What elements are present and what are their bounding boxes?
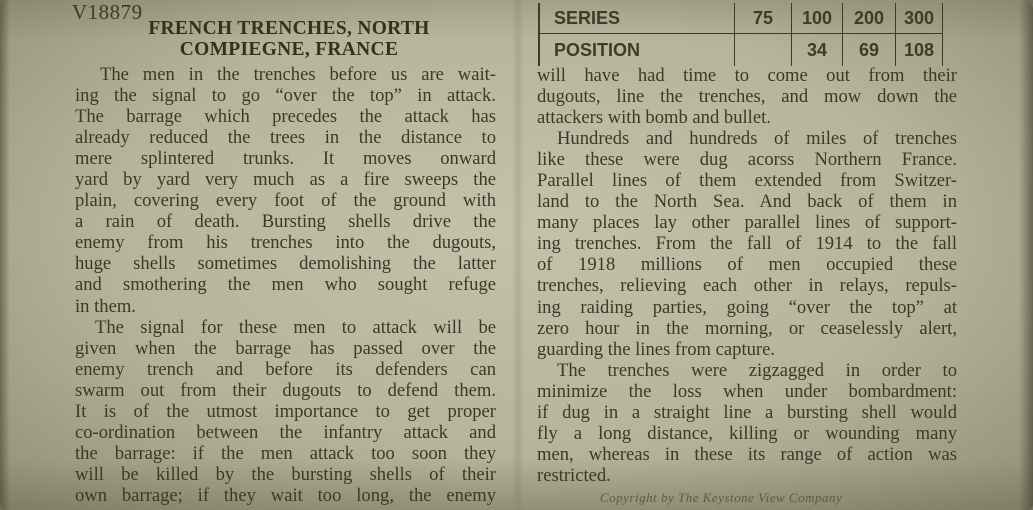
text-line: enemy trench and before its defenders can xyxy=(75,358,496,380)
position-value: 69 xyxy=(843,34,896,67)
text-line: own barrage; if they wait too long, the enemy xyxy=(75,484,496,506)
series-value: 300 xyxy=(896,3,943,34)
text-line: trenches, relieving each other in relays, repuls- xyxy=(537,275,957,297)
text-line: given when the barrage has passed over the xyxy=(75,337,496,359)
text-line: huge shells sometimes demolishing the latter xyxy=(75,253,496,275)
text-line: a rain of death. Bursting shells drive the xyxy=(75,211,496,233)
series-value: 75 xyxy=(735,3,792,34)
text-line: The signal for these men to attack will be xyxy=(95,316,496,338)
text-line: plain, covering every foot of the ground with xyxy=(75,190,496,212)
text-line: minimize the loss when under bombardment: xyxy=(537,380,957,402)
left-text-column xyxy=(75,64,496,506)
text-line: The men in the trenches before us are wait- xyxy=(100,64,496,85)
text-line: if dug in a straight line a bursting shell would xyxy=(537,401,957,423)
text-line: enemy from his trenches into the dugouts, xyxy=(75,232,496,254)
card-center-fold xyxy=(512,0,524,510)
text-line: ing the signal to go “over the top” in attack. xyxy=(75,85,496,107)
series-value: 200 xyxy=(843,3,896,34)
text-line: mere splintered trunks. It moves onward xyxy=(75,148,496,170)
series-label: SERIES xyxy=(539,3,735,34)
position-value: 34 xyxy=(792,34,843,67)
text-line: land to the North Sea. And back of them in xyxy=(537,191,957,213)
text-line: dugouts, line the trenches, and mow down the xyxy=(537,86,957,108)
card-right-edge-shadow xyxy=(1019,0,1033,510)
text-line: yard by yard very much as a fire sweeps the xyxy=(75,169,496,191)
text-line: the barrage: if the men attack too soon they xyxy=(75,442,496,464)
text-line: ing raiding parties, going “over the top” at xyxy=(537,296,957,318)
text-line: many places lay other parallel lines of support- xyxy=(537,212,957,234)
right-text-column xyxy=(537,63,957,486)
card-left-edge-shadow xyxy=(0,0,10,510)
text-line: zero hour in the morning, or ceaselessly alert, xyxy=(537,317,957,339)
title-line-2: COMPIEGNE, FRANCE xyxy=(179,39,399,60)
title-line-1: FRENCH TRENCHES, NORTH xyxy=(148,18,430,39)
text-line: Parallel lines of them extended from Switzer- xyxy=(537,170,957,192)
text-line: will be killed by the bursting shells of their xyxy=(75,463,496,485)
position-label: POSITION xyxy=(539,34,735,67)
text-line: of 1918 millions of men occupied these xyxy=(537,254,957,276)
catalog-number: V18879 xyxy=(72,0,143,24)
text-line: attackers with bomb and bullet. xyxy=(537,107,771,129)
text-line: swarm out from their dugouts to defend them. xyxy=(75,379,496,401)
text-line: ing trenches. From the fall of 1914 to the fall xyxy=(537,233,957,255)
text-line: The trenches were zigzagged in order to xyxy=(557,359,957,381)
text-line: and smothering the men who sought refuge xyxy=(75,274,496,296)
text-line: It is of the utmost importance to get proper xyxy=(75,400,496,422)
text-line: restricted. xyxy=(537,464,611,486)
text-line: The barrage which precedes the attack has xyxy=(75,106,496,128)
text-line: men, whereas in these its range of action was xyxy=(537,443,957,465)
text-line: already reduced the trees in the distance to xyxy=(75,127,496,149)
text-line: Hundreds and hundreds of miles of trenches xyxy=(557,128,957,150)
position-value: 108 xyxy=(896,34,943,67)
text-line: co-ordination between the infantry attack and xyxy=(75,421,496,443)
text-line: in them. xyxy=(75,295,136,317)
text-line: will have had time to come out from their xyxy=(537,65,957,86)
copyright-notice: Copyright by The Keystone View Company xyxy=(600,490,843,505)
text-line: fly a long distance, killing or wounding many xyxy=(537,422,957,444)
text-line: like these were dug acorss Northern France. xyxy=(537,149,957,171)
text-line: guarding the lines from capture. xyxy=(537,338,776,360)
position-value xyxy=(735,34,792,67)
series-position-table xyxy=(538,3,943,66)
series-value: 100 xyxy=(792,3,843,34)
